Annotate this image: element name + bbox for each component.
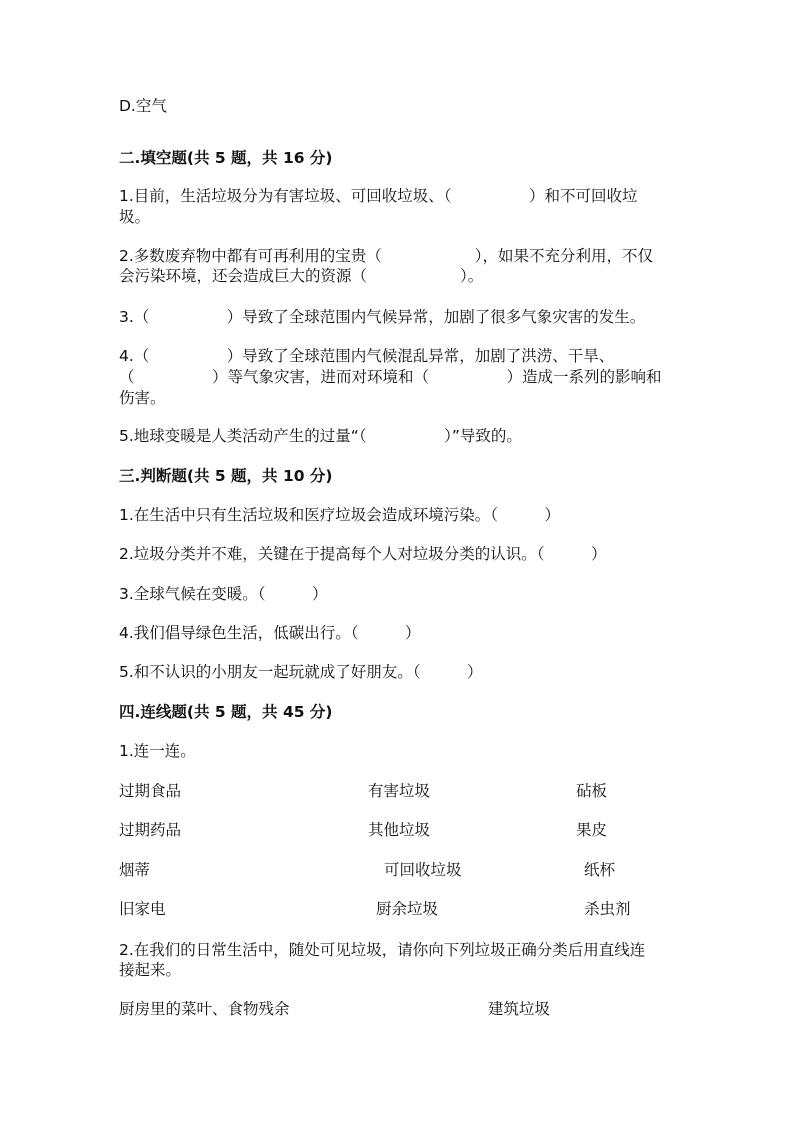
fill-q4-line2: （ ）等气象灾害，进而对环境和（ ）造成一系列的影响和: [119, 368, 662, 386]
match-right-1: 砧板: [576, 782, 608, 800]
match-mid-2: 其他垃圾: [368, 821, 431, 839]
fill-q3: 3.（ ）导致了全球范围内气候异常，加剧了很多气象灾害的发生。: [119, 308, 646, 326]
judge-q1: 1.在生活中只有生活垃圾和医疗垃圾会造成环境污染。（ ）: [119, 506, 561, 524]
match-left-4: 旧家电: [119, 900, 166, 918]
match-q1-title: 1.连一连。: [119, 742, 196, 760]
match-left-3: 烟蒂: [119, 861, 151, 879]
fill-q2-line1: 2.多数废弃物中都有可再利用的宝贵（ ），如果不充分利用，不仅: [119, 247, 654, 265]
match-q2-line2: 接起来。: [119, 961, 182, 979]
section-title-fill-blank: 二.填空题(共 5 题，共 16 分): [119, 149, 333, 167]
match-mid-1: 有害垃圾: [368, 782, 431, 800]
fill-q5: 5.地球变暖是人类活动产生的过量“（ ）”导致的。: [119, 427, 522, 445]
fill-q4-line3: 伤害。: [119, 389, 166, 407]
match-right-4: 杀虫剂: [584, 900, 631, 918]
section-title-matching: 四.连线题(共 5 题，共 45 分): [119, 703, 333, 721]
match-q2-right-1: 建筑垃圾: [488, 1000, 551, 1018]
judge-q2: 2.垃圾分类并不难，关键在于提高每个人对垃圾分类的认识。（ ）: [119, 545, 607, 563]
match-right-2: 果皮: [576, 821, 608, 839]
fill-q2-line2: 会污染环境，还会造成巨大的资源（ ）。: [119, 267, 484, 285]
match-left-2: 过期药品: [119, 821, 182, 839]
match-left-1: 过期食品: [119, 782, 182, 800]
section-title-judgement: 三.判断题(共 5 题，共 10 分): [119, 467, 333, 485]
fill-q1-line1: 1.目前，生活垃圾分为有害垃圾、可回收垃圾、（ ）和不可回收垃: [119, 187, 638, 205]
fill-q4-line1: 4.（ ）导致了全球范围内气候混乱异常，加剧了洪涝、干旱、: [119, 347, 615, 365]
match-mid-3: 可回收垃圾: [384, 861, 462, 879]
match-mid-4: 厨余垃圾: [376, 900, 439, 918]
fill-q1-line2: 圾。: [119, 208, 151, 226]
judge-q5: 5.和不认识的小朋友一起玩就成了好朋友。（ ）: [119, 663, 483, 681]
option-d: D.空气: [119, 97, 167, 115]
match-q2-line1: 2.在我们的日常生活中，随处可见垃圾，请你向下列垃圾正确分类后用直线连: [119, 941, 646, 959]
match-right-3: 纸杯: [584, 861, 616, 879]
judge-q3: 3.全球气候在变暖。（ ）: [119, 585, 328, 603]
match-q2-left-1: 厨房里的菜叶、食物残余: [119, 1000, 290, 1018]
judge-q4: 4.我们倡导绿色生活，低碳出行。（ ）: [119, 624, 421, 642]
